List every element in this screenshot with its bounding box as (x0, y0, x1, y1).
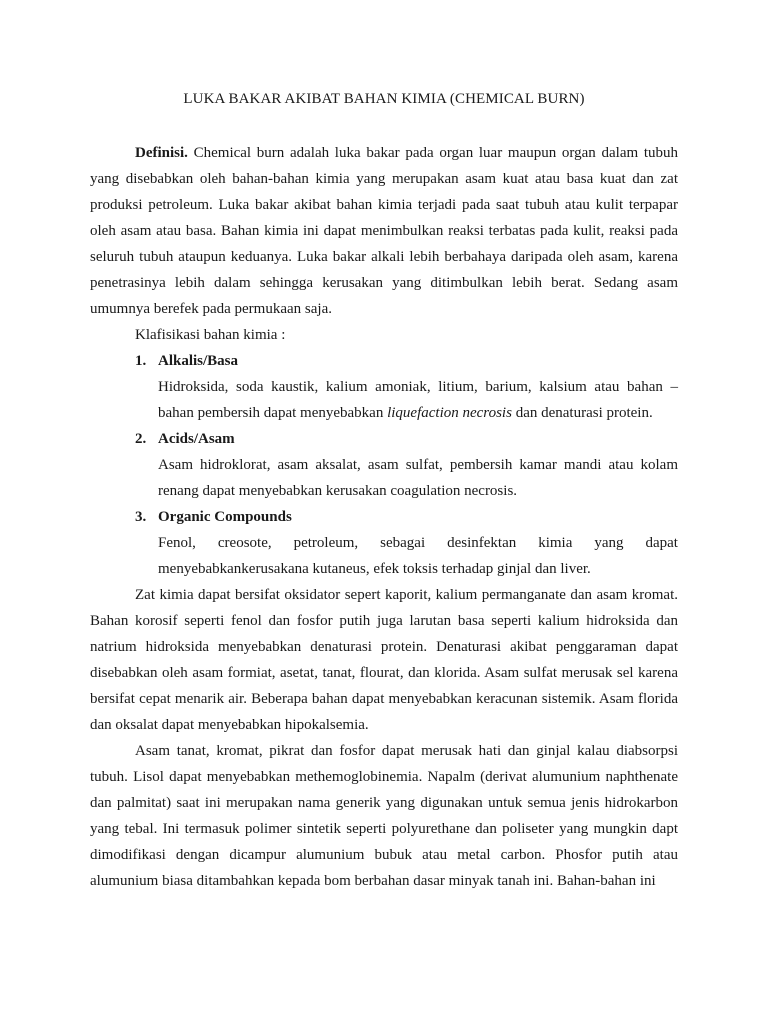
word: dapat (645, 535, 678, 551)
list-body: menyebabkankerusakana kutaneus, efek toksis terhadap ginjal dan liver. (158, 561, 591, 577)
definition-paragraph (90, 140, 678, 322)
list-heading: Alkalis/Basa (158, 353, 239, 369)
word: petroleum, (293, 535, 359, 551)
word: creosote, (217, 535, 272, 551)
word: Fenol, (158, 535, 196, 551)
document-title: LUKA BAKAR AKIBAT BAHAN KIMIA (CHEMICAL BURN) (183, 91, 585, 107)
list-item-organic (90, 504, 678, 582)
definition-label: Definisi. (135, 145, 188, 161)
word: yang (594, 535, 624, 551)
list-body-italic: liquefaction necrosis (387, 405, 512, 421)
classification-intro: Klafisikasi bahan kimia : (135, 327, 286, 343)
list-heading: Organic Compounds (158, 509, 292, 525)
list-number: 1. (135, 353, 147, 369)
list-number: 3. (135, 509, 147, 525)
definition-text: Chemical burn adalah luka bakar pada organ luar maupun organ dalam tubuh yang disebabkan oleh bahan-bahan kimia yang merupakan asam kuat atau basa kuat dan zat produksi petroleum. Luka bakar akibat bahan kimia terjadi pada saat tubuh atau kulit terpapar oleh asam atau basa. Bahan kimia ini dapat menimbulkan reaksi terbatas pada kulit, reaksi pada seluruh tubuh ataupun keduanya. Luka bakar alkali lebih berbahaya daripada oleh asam, karena penetrasinya lebih dalam sehingga kerusakan yang ditimbulkan lebih berat. Sedang asam umumnya berefek pada permukaan saja. (90, 145, 678, 317)
document-body (90, 140, 678, 894)
list-body-text: Hidroksida, soda kaustik, kalium amoniak, litium, barium, kalsium atau bahan – bahan pembersih dapat menyebabkan (158, 379, 678, 421)
word: desinfektan (447, 535, 517, 551)
list-heading: Acids/Asam (158, 431, 235, 447)
word: kimia (538, 535, 573, 551)
list-body-spread-line (90, 530, 678, 556)
list-body (90, 374, 678, 426)
list-body-text-end: dan denaturasi protein. (511, 405, 653, 421)
list-item-alkalis (90, 348, 678, 426)
paragraph-systemic: Asam tanat, kromat, pikrat dan fosfor dapat merusak hati dan ginjal kalau diabsorpsi tubuh. Lisol dapat menyebabkan methemoglobinemia. Napalm (derivat alumunium naphthenate dan palmitat) saat ini merupakan nama generik yang digunakan untuk semua jenis hidrokarbon yang tebal. Ini termasuk polimer sintetik seperti polyurethane dan poliseter yang mungkin dapt dimodifikasi dengan dicampur alumunium bubuk atau metal carbon. Phosfor putih atau alumunium biasa ditambahkan kepada bom berbahan dasar minyak tanah ini. Bahan-bahan ini (90, 743, 678, 889)
list-number: 2. (135, 431, 147, 447)
list-body: Asam hidroklorat, asam aksalat, asam sulfat, pembersih kamar mandi atau kolam renang dapat menyebabkan kerusakan coagulation necrosis. (158, 457, 678, 499)
list-item-acids (90, 426, 678, 504)
word: sebagai (380, 535, 426, 551)
paragraph-oxidizer: Zat kimia dapat bersifat oksidator sepert kaporit, kalium permanganate dan asam kromat. Bahan korosif seperti fenol dan fosfor putih juga larutan basa seperti kalium hidroksida dan natrium hidroksida menyebabkan denaturasi protein. Denaturasi akibat penggaraman dapat disebabkan oleh asam formiat, asetat, tanat, flourat, dan klorida. Asam sulfat merusak sel karena bersifat cepat menarik air. Beberapa bahan dapat menyebabkan keracunan sistemik. Asam florida dan oksalat dapat menyebabkan hipokalsemia. (90, 587, 678, 733)
